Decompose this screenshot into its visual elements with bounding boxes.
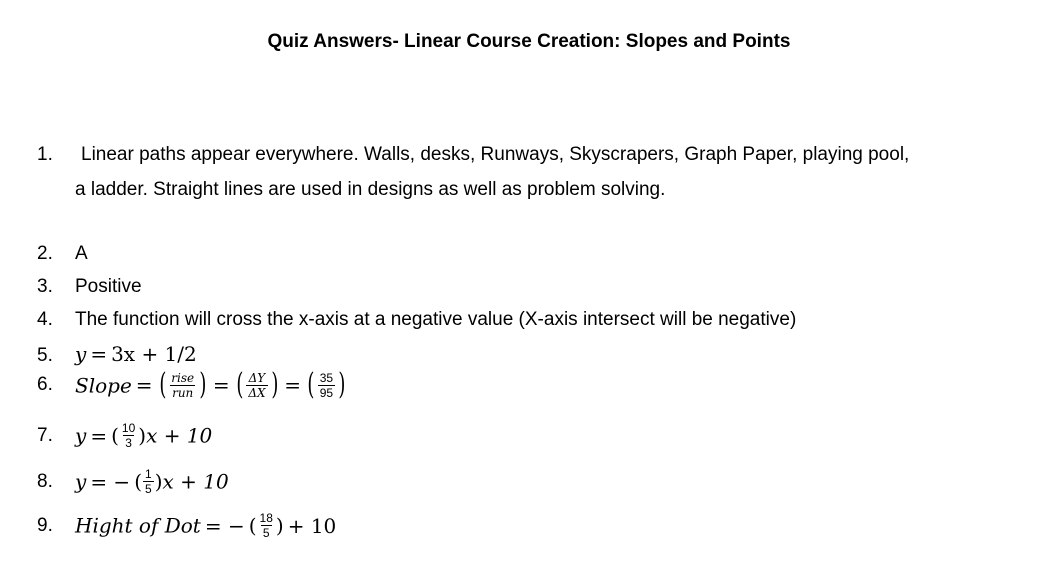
answer-9-equals: = − [204,513,245,538]
answer-8-equals: = − [90,469,131,494]
right-paren-icon: ) [270,367,278,402]
answer-9 [37,512,340,539]
answer-7-equals: = [90,423,108,448]
answer-7-tail: x + 10 [146,423,213,448]
answer-5-number: 5. [37,345,53,366]
answer-5-equals: = [90,342,108,366]
answer-6-equation [75,367,348,402]
answer-6-f3-denominator: 95 [319,385,334,400]
right-paren-icon: ) [338,367,346,402]
answer-2-number: 2. [37,243,53,264]
right-paren-icon: ) [138,423,147,448]
answer-2 [37,243,88,265]
answer-5-equation [75,342,197,366]
answer-3-text: Positive [75,276,142,297]
answer-6-f2-denominator: ΔX [248,385,266,400]
answer-6-f1-numerator: rise [171,370,195,385]
left-paren-icon: ( [134,469,142,494]
answer-4-text: The function will cross the x-axis at a negative value (X-axis intersect will be negative) [75,309,797,330]
answer-8-number: 8. [37,470,53,492]
answer-8-numerator: 1 [145,467,152,481]
answer-7-equation [75,421,213,450]
left-paren-icon: ( [248,513,257,538]
answer-5-lhs: y [75,342,87,366]
answer-6-equals-2: = [212,373,230,397]
answer-6-number: 6. [37,374,53,395]
answer-6-fraction-delta [246,372,267,399]
left-paren-icon: ( [235,367,243,402]
answer-7-fraction [120,422,137,449]
answer-2-text: A [75,243,88,264]
answer-1-line-1: Linear paths appear everywhere. Walls, desks, Runways, Skyscrapers, Graph Paper, playing pool, [81,144,910,165]
answer-7-number: 7. [37,424,53,446]
answer-8-tail: x + 10 [162,469,229,494]
right-paren-icon: ) [199,367,207,402]
answer-5-rhs: 3x + 1/2 [111,342,197,366]
answer-8-equation [75,467,229,496]
answer-6-label: Slope [75,373,132,397]
answer-7-denominator: 3 [125,436,132,450]
answer-8-fraction [143,468,154,495]
answer-6 [37,367,348,402]
answer-9-label: Hight of Dot [75,513,201,538]
answer-3-number: 3. [37,276,53,297]
page-title: Quiz Answers- Linear Course Creation: Slopes and Points [267,31,791,52]
left-paren-icon: ( [307,367,315,402]
answer-8-denominator: 5 [145,482,152,496]
answer-7-numerator: 10 [121,421,136,435]
answer-4-number: 4. [37,309,53,330]
answer-7 [37,422,212,449]
answer-4 [37,309,796,331]
answer-9-equation [75,511,340,540]
answer-1-number: 1. [37,144,53,165]
answer-8 [37,468,229,495]
answer-6-equals-3: = [284,373,302,397]
answer-7-lhs: y [75,423,87,448]
right-paren-icon: ) [154,469,163,494]
answer-5 [37,342,197,367]
answer-1-line-2: a ladder. Straight lines are used in designs as well as problem solving. [75,179,666,200]
answer-8-lhs: y [75,469,87,494]
answer-6-f2-numerator: ΔY [248,370,266,385]
answer-9-numerator: 18 [259,511,273,525]
answer-6-f3-numerator: 35 [319,370,334,385]
left-paren-icon: ( [158,367,166,402]
left-paren-icon: ( [111,423,119,448]
answer-6-equals-1: = [135,373,153,397]
answer-9-number: 9. [37,514,53,536]
answer-6-f1-denominator: run [172,385,194,400]
right-paren-icon: ) [275,513,284,538]
answer-6-fraction-numeric [318,372,335,399]
answer-9-fraction [258,512,275,539]
answer-1 [37,144,909,166]
answer-9-denominator: 5 [262,526,270,540]
answer-6-fraction-rise-run [169,372,196,399]
answer-9-tail: + 10 [287,513,337,538]
answer-3 [37,276,142,298]
